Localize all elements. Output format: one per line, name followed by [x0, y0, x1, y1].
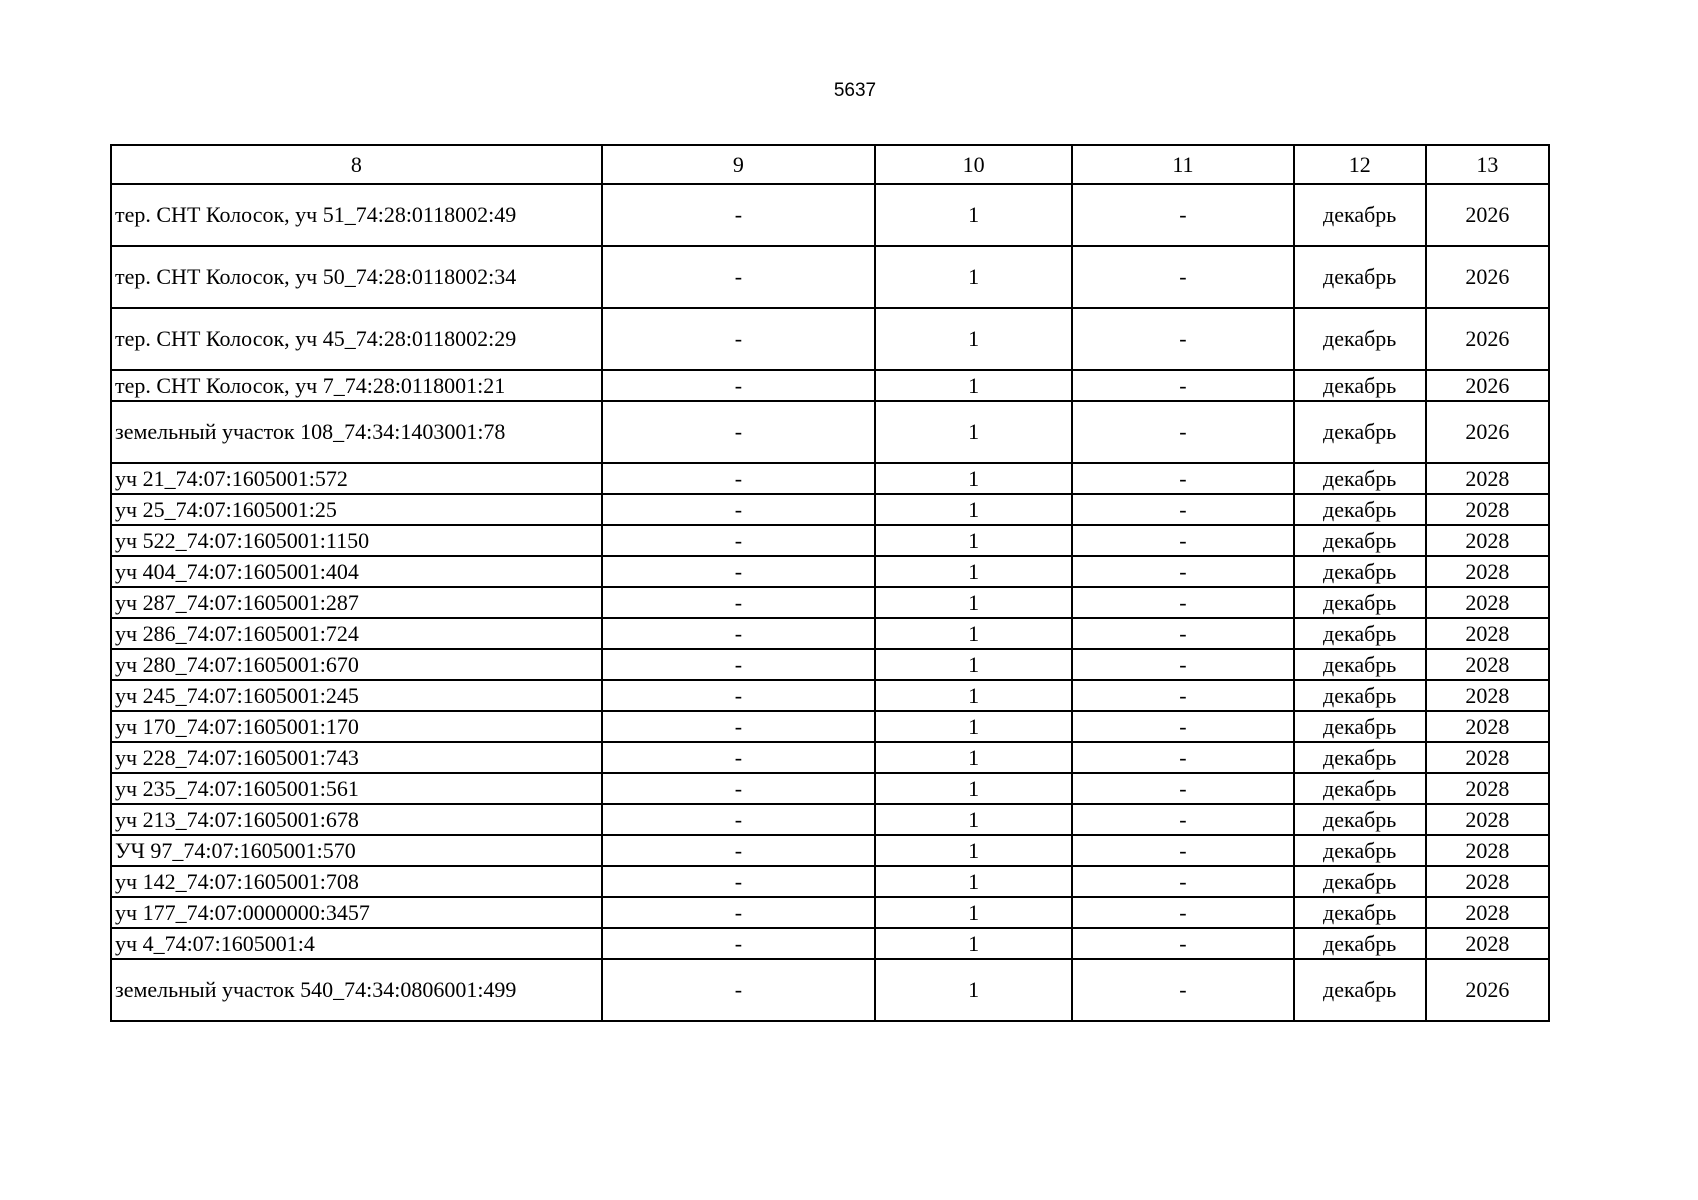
year-cell: 2026	[1426, 184, 1549, 246]
plot-address-cell: уч 213_74:07:1605001:678	[111, 804, 602, 835]
column-10-cell: 1	[875, 959, 1072, 1021]
table-row	[111, 463, 1549, 494]
column-9-cell: -	[602, 897, 875, 928]
column-10-cell: 1	[875, 618, 1072, 649]
table-row	[111, 556, 1549, 587]
column-11-cell: -	[1072, 184, 1293, 246]
column-10-cell: 1	[875, 897, 1072, 928]
plot-address-cell: уч 177_74:07:0000000:3457	[111, 897, 602, 928]
column-9-cell: -	[602, 742, 875, 773]
year-cell: 2028	[1426, 804, 1549, 835]
column-11-cell: -	[1072, 866, 1293, 897]
column-11-cell: -	[1072, 742, 1293, 773]
plot-address-cell: земельный участок 108_74:34:1403001:78	[111, 401, 602, 463]
table-row	[111, 773, 1549, 804]
plot-address-cell: уч 287_74:07:1605001:287	[111, 587, 602, 618]
column-10-cell: 1	[875, 308, 1072, 370]
month-cell: декабрь	[1294, 308, 1426, 370]
plot-address-cell: уч 522_74:07:1605001:1150	[111, 525, 602, 556]
plot-address-cell: уч 25_74:07:1605001:25	[111, 494, 602, 525]
column-11-cell: -	[1072, 556, 1293, 587]
month-cell: декабрь	[1294, 370, 1426, 401]
column-11-cell: -	[1072, 494, 1293, 525]
column-9-cell: -	[602, 773, 875, 804]
plot-address-cell: уч 280_74:07:1605001:670	[111, 649, 602, 680]
month-cell: декабрь	[1294, 587, 1426, 618]
year-cell: 2028	[1426, 742, 1549, 773]
year-cell: 2028	[1426, 835, 1549, 866]
column-10-cell: 1	[875, 804, 1072, 835]
plot-address-cell: земельный участок 540_74:34:0806001:499	[111, 959, 602, 1021]
plot-address-cell: уч 228_74:07:1605001:743	[111, 742, 602, 773]
month-cell: декабрь	[1294, 742, 1426, 773]
table-row	[111, 587, 1549, 618]
column-11-cell: -	[1072, 680, 1293, 711]
column-header: 8	[111, 145, 602, 184]
column-10-cell: 1	[875, 742, 1072, 773]
column-10-cell: 1	[875, 773, 1072, 804]
table-row	[111, 494, 1549, 525]
column-11-cell: -	[1072, 649, 1293, 680]
column-11-cell: -	[1072, 401, 1293, 463]
column-11-cell: -	[1072, 618, 1293, 649]
table-header-row	[111, 145, 1549, 184]
column-9-cell: -	[602, 711, 875, 742]
column-11-cell: -	[1072, 835, 1293, 866]
column-11-cell: -	[1072, 773, 1293, 804]
column-11-cell: -	[1072, 897, 1293, 928]
column-10-cell: 1	[875, 928, 1072, 959]
table-row	[111, 959, 1549, 1021]
plot-address-cell: уч 286_74:07:1605001:724	[111, 618, 602, 649]
column-11-cell: -	[1072, 587, 1293, 618]
column-10-cell: 1	[875, 556, 1072, 587]
table-row	[111, 680, 1549, 711]
column-10-cell: 1	[875, 463, 1072, 494]
plot-address-cell: тер. СНТ Колосок, уч 7_74:28:0118001:21	[111, 370, 602, 401]
column-9-cell: -	[602, 587, 875, 618]
plot-address-cell: тер. СНТ Колосок, уч 51_74:28:0118002:49	[111, 184, 602, 246]
column-9-cell: -	[602, 246, 875, 308]
plot-address-cell: уч 170_74:07:1605001:170	[111, 711, 602, 742]
column-11-cell: -	[1072, 308, 1293, 370]
column-9-cell: -	[602, 928, 875, 959]
year-cell: 2028	[1426, 556, 1549, 587]
month-cell: декабрь	[1294, 835, 1426, 866]
column-10-cell: 1	[875, 711, 1072, 742]
column-10-cell: 1	[875, 680, 1072, 711]
table-row	[111, 618, 1549, 649]
plot-address-cell: уч 21_74:07:1605001:572	[111, 463, 602, 494]
table-row	[111, 804, 1549, 835]
plot-address-cell: уч 4_74:07:1605001:4	[111, 928, 602, 959]
month-cell: декабрь	[1294, 866, 1426, 897]
column-9-cell: -	[602, 494, 875, 525]
year-cell: 2028	[1426, 649, 1549, 680]
plot-address-cell: тер. СНТ Колосок, уч 50_74:28:0118002:34	[111, 246, 602, 308]
year-cell: 2028	[1426, 897, 1549, 928]
year-cell: 2028	[1426, 680, 1549, 711]
column-11-cell: -	[1072, 928, 1293, 959]
column-11-cell: -	[1072, 711, 1293, 742]
column-10-cell: 1	[875, 370, 1072, 401]
column-9-cell: -	[602, 959, 875, 1021]
column-9-cell: -	[602, 649, 875, 680]
table-row	[111, 835, 1549, 866]
year-cell: 2028	[1426, 773, 1549, 804]
plot-address-cell: УЧ 97_74:07:1605001:570	[111, 835, 602, 866]
page-number: 5637	[833, 80, 877, 101]
month-cell: декабрь	[1294, 494, 1426, 525]
month-cell: декабрь	[1294, 897, 1426, 928]
column-9-cell: -	[602, 866, 875, 897]
column-9-cell: -	[602, 370, 875, 401]
column-10-cell: 1	[875, 401, 1072, 463]
column-10-cell: 1	[875, 494, 1072, 525]
year-cell: 2028	[1426, 711, 1549, 742]
month-cell: декабрь	[1294, 804, 1426, 835]
plot-address-cell: уч 235_74:07:1605001:561	[111, 773, 602, 804]
month-cell: декабрь	[1294, 184, 1426, 246]
year-cell: 2026	[1426, 246, 1549, 308]
column-10-cell: 1	[875, 866, 1072, 897]
table-row	[111, 184, 1549, 246]
column-10-cell: 1	[875, 525, 1072, 556]
column-10-cell: 1	[875, 649, 1072, 680]
year-cell: 2028	[1426, 618, 1549, 649]
table-row	[111, 308, 1549, 370]
table-row	[111, 897, 1549, 928]
month-cell: декабрь	[1294, 928, 1426, 959]
table-row	[111, 401, 1549, 463]
column-10-cell: 1	[875, 246, 1072, 308]
year-cell: 2028	[1426, 866, 1549, 897]
month-cell: декабрь	[1294, 711, 1426, 742]
column-9-cell: -	[602, 463, 875, 494]
year-cell: 2028	[1426, 525, 1549, 556]
year-cell: 2028	[1426, 587, 1549, 618]
column-9-cell: -	[602, 618, 875, 649]
table-row	[111, 246, 1549, 308]
year-cell: 2026	[1426, 308, 1549, 370]
column-header: 10	[875, 145, 1072, 184]
month-cell: декабрь	[1294, 556, 1426, 587]
plot-address-cell: уч 142_74:07:1605001:708	[111, 866, 602, 897]
column-9-cell: -	[602, 184, 875, 246]
year-cell: 2028	[1426, 463, 1549, 494]
year-cell: 2028	[1426, 494, 1549, 525]
plot-address-cell: уч 404_74:07:1605001:404	[111, 556, 602, 587]
table-row	[111, 370, 1549, 401]
month-cell: декабрь	[1294, 649, 1426, 680]
column-header: 11	[1072, 145, 1293, 184]
column-11-cell: -	[1072, 804, 1293, 835]
table-row	[111, 525, 1549, 556]
table-row	[111, 742, 1549, 773]
column-header: 13	[1426, 145, 1549, 184]
data-table	[110, 144, 1550, 1022]
table-row	[111, 928, 1549, 959]
column-10-cell: 1	[875, 184, 1072, 246]
column-9-cell: -	[602, 308, 875, 370]
year-cell: 2026	[1426, 959, 1549, 1021]
table-body	[111, 184, 1549, 1021]
column-9-cell: -	[602, 556, 875, 587]
column-11-cell: -	[1072, 463, 1293, 494]
column-9-cell: -	[602, 804, 875, 835]
year-cell: 2028	[1426, 928, 1549, 959]
month-cell: декабрь	[1294, 773, 1426, 804]
table-row	[111, 649, 1549, 680]
column-11-cell: -	[1072, 525, 1293, 556]
column-10-cell: 1	[875, 587, 1072, 618]
column-11-cell: -	[1072, 959, 1293, 1021]
column-9-cell: -	[602, 835, 875, 866]
year-cell: 2026	[1426, 401, 1549, 463]
year-cell: 2026	[1426, 370, 1549, 401]
column-9-cell: -	[602, 680, 875, 711]
month-cell: декабрь	[1294, 959, 1426, 1021]
month-cell: декабрь	[1294, 463, 1426, 494]
column-11-cell: -	[1072, 370, 1293, 401]
plot-address-cell: уч 245_74:07:1605001:245	[111, 680, 602, 711]
column-header: 12	[1294, 145, 1426, 184]
column-10-cell: 1	[875, 835, 1072, 866]
month-cell: декабрь	[1294, 680, 1426, 711]
month-cell: декабрь	[1294, 401, 1426, 463]
table-row	[111, 711, 1549, 742]
column-11-cell: -	[1072, 246, 1293, 308]
month-cell: декабрь	[1294, 525, 1426, 556]
plot-address-cell: тер. СНТ Колосок, уч 45_74:28:0118002:29	[111, 308, 602, 370]
column-9-cell: -	[602, 525, 875, 556]
column-header: 9	[602, 145, 875, 184]
table-row	[111, 866, 1549, 897]
month-cell: декабрь	[1294, 618, 1426, 649]
column-9-cell: -	[602, 401, 875, 463]
month-cell: декабрь	[1294, 246, 1426, 308]
